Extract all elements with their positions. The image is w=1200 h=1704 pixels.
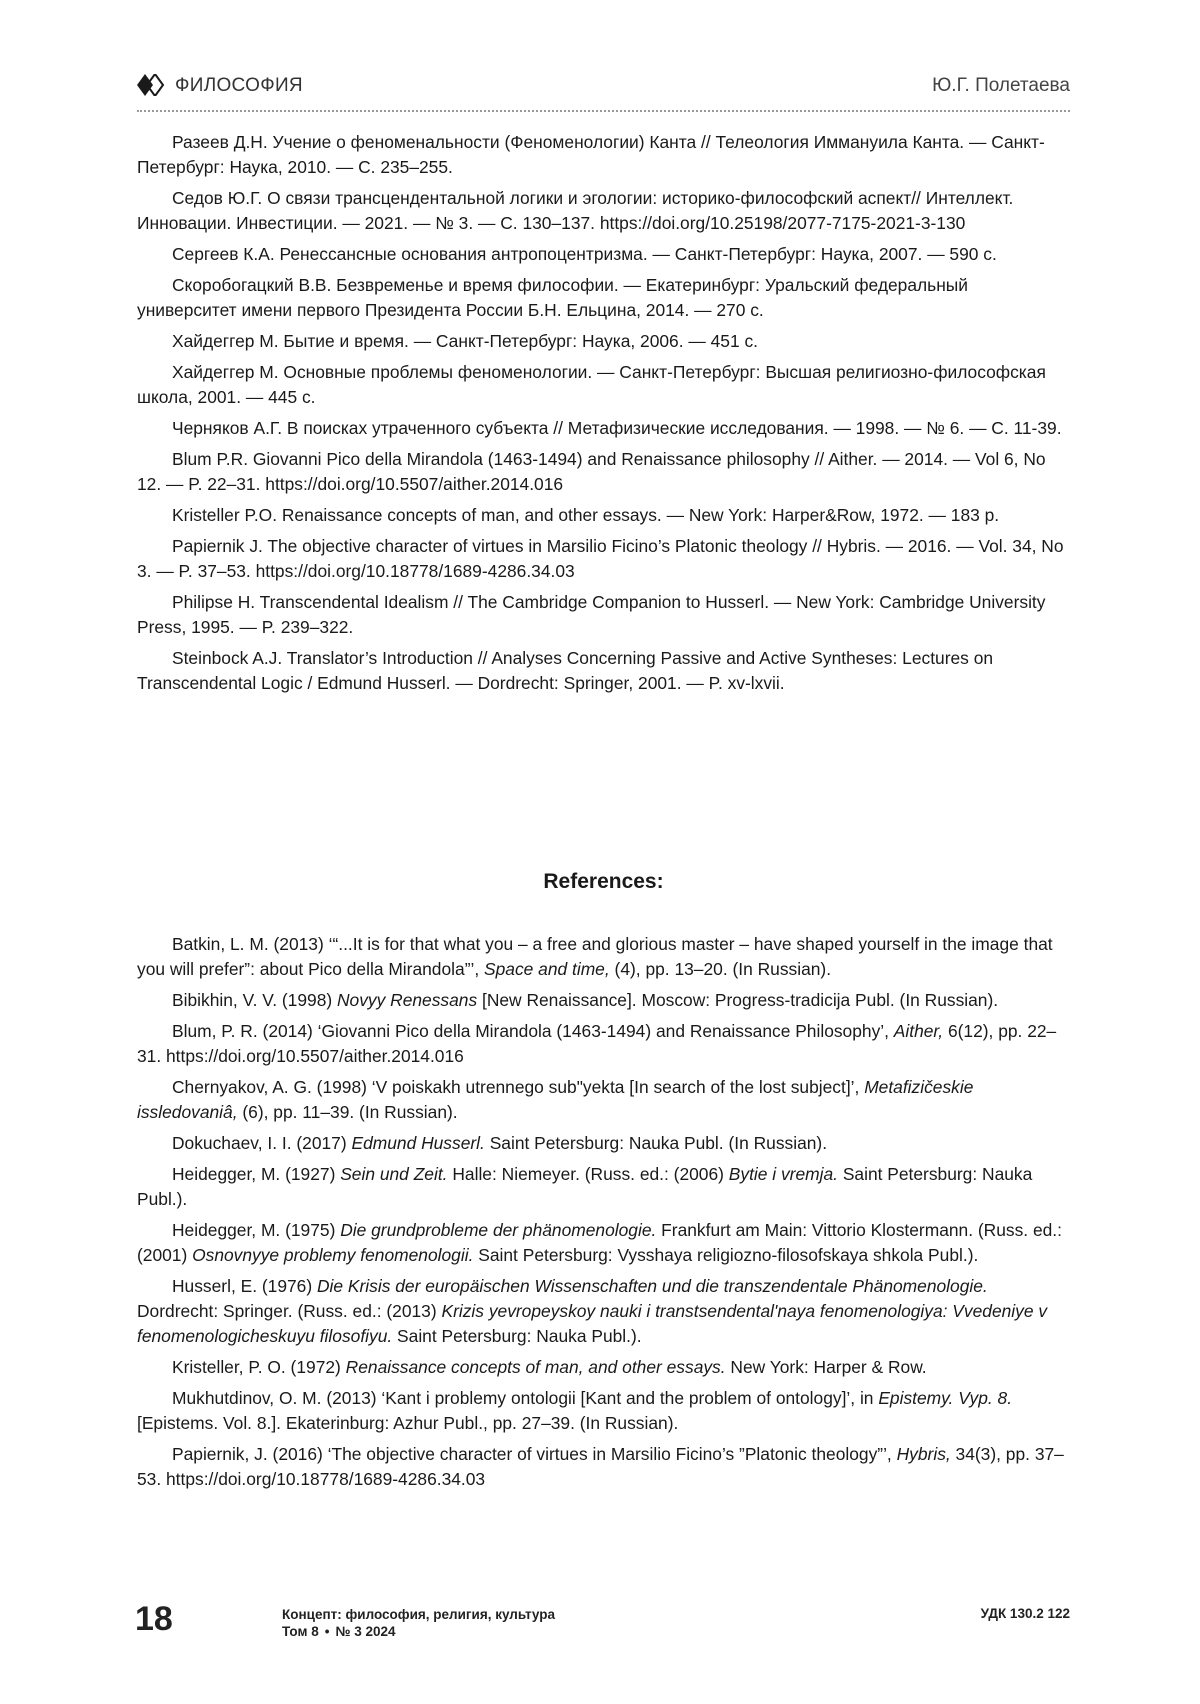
reference-text: (6), pp. 11–39. (In Russian). <box>237 1102 458 1122</box>
reference-text: Batkin, L. M. (2013) ‘“...It is for that what you – a free and glorious master – have shaped yourself in the image that you will prefer”: about Pico della Mirandola”’, <box>137 934 1053 979</box>
reference-text: Dordrecht: Springer. (Russ. ed.: (2013) <box>137 1301 442 1321</box>
reference-italic: Renaissance concepts of man, and other essays. <box>345 1357 726 1377</box>
reference-text: [Epistems. Vol. 8.]. Ekaterinburg: Azhur Publ., pp. 27–39. (In Russian). <box>137 1413 679 1433</box>
bibliography-item: Хайдеггер М. Основные проблемы феноменологии. — Санкт-Петербург: Высшая религиозно-философская школа, 2001. — 445 с. <box>137 362 1046 407</box>
bibliography-item: Разеев Д.Н. Учение о феноменальности (Феноменологии) Канта // Телеология Иммануила Канта. — Санкт-Петербург: Наука, 2010. — С. 235–255. <box>137 132 1045 177</box>
bibliography-list <box>137 130 1070 702</box>
reference-text: 6(12), pp. 22–31. https://doi.org/10.5507/aither.2014.016 <box>137 1021 1057 1066</box>
reference-italic: Aither, <box>893 1021 944 1041</box>
reference-text: Saint Petersburg: Vysshaya religiozno-filosofskaya shkola Publ.). <box>473 1245 979 1265</box>
reference-italic: Novyy Renessans <box>337 990 478 1010</box>
reference-text: Heidegger, M. (1975) <box>172 1220 341 1240</box>
reference-text: Blum, P. R. (2014) ‘Giovanni Pico della Mirandola (1463-1494) and Renaissance Philosophy’, <box>172 1021 894 1041</box>
bibliography-item: Черняков А.Г. В поисках утраченного субъекта // Метафизические исследования. — 1998. — № 6. — С. 11-39. <box>172 418 1062 438</box>
reference-italic: Die Krisis der europäischen Wissenschaften und die transzendentale Phänomenologie. <box>316 1276 988 1296</box>
reference-text: Dokuchaev, I. I. (2017) <box>172 1133 352 1153</box>
reference-item <box>137 1218 1070 1268</box>
reference-item <box>137 1075 1070 1125</box>
bibliography-item: Сергеев К.А. Ренессансные основания антропоцентризма. — Санкт-Петербург: Наука, 2007. — 590 с. <box>172 244 997 264</box>
bibliography-item: Papiernik J. The objective character of virtues in Marsilio Ficino’s Platonic theology // Hybris. — 2016. — Vol. 34, No 3. — P. 37–53. https://doi.org/10.18778/1689-4286.34.03 <box>137 536 1064 581</box>
reference-item <box>137 1386 1070 1436</box>
reference-italic: Hybris, <box>896 1444 951 1464</box>
reference-item <box>137 1162 1070 1212</box>
journal-issue: Том 8 • № 3 2024 <box>282 1624 396 1639</box>
bibliography-item: Blum P.R. Giovanni Pico della Mirandola (1463-1494) and Renaissance philosophy // Aither. — 2014. — Vol 6, No 12. — P. 22–31. https://doi.org/10.5507/aither.2014.016 <box>137 449 1046 494</box>
journal-title: Концепт: философия, религия, культура <box>282 1607 556 1622</box>
diamond-logo-icon <box>137 74 167 96</box>
reference-text: Frankfurt am Main: Vittorio Klostermann. (Russ. ed.: (2001) <box>137 1220 1062 1265</box>
reference-text: Bibikhin, V. V. (1998) <box>172 990 337 1010</box>
bibliography-item: Philipse H. Transcendental Idealism // The Cambridge Companion to Husserl. — New York: Cambridge University Press, 1995. — P. 239–322. <box>137 592 1046 637</box>
reference-italic: Die grundprobleme der phänomenologie. <box>340 1220 657 1240</box>
reference-italic: Krizis yevropeyskoy nauki i transtsendental'naya fenomenologiya: Vvedeniye v fenomenologicheskuyu filosofiyu. <box>137 1301 1048 1346</box>
journal-info <box>282 1606 555 1640</box>
section-title: ФИЛОСОФИЯ <box>175 75 303 96</box>
reference-italic: Edmund Husserl. <box>351 1133 485 1153</box>
reference-text: Saint Petersburg: Nauka Publ.). <box>392 1326 642 1346</box>
running-header <box>137 70 1070 114</box>
reference-text: New York: Harper & Row. <box>725 1357 927 1377</box>
reference-item <box>137 988 1070 1013</box>
udk-code: УДК 130.2 122 <box>980 1606 1070 1621</box>
references-heading: References: <box>543 870 664 893</box>
author-name: Ю.Г. Полетаева <box>932 75 1070 96</box>
reference-text: Kristeller, P. O. (1972) <box>172 1357 346 1377</box>
reference-italic: Space and time, <box>484 959 610 979</box>
reference-italic: Epistemy. Vyp. 8. <box>878 1388 1013 1408</box>
reference-italic: Metafizičeskie issledovaniâ, <box>137 1077 974 1122</box>
bibliography-item: Steinbock A.J. Translator’s Introduction // Analyses Concerning Passive and Active Syntheses: Lectures on Transcendental Logic / Edmund Husserl. — Dordrecht: Springer, 2001. — P. xv-lxvii. <box>137 648 994 693</box>
reference-text: Mukhutdinov, O. M. (2013) ‘Kant i problemy ontologii [Kant and the problem of ontology]’, in <box>172 1388 879 1408</box>
reference-text: Husserl, E. (1976) <box>172 1276 317 1296</box>
reference-item <box>137 1355 1070 1380</box>
page-number: 18 <box>135 1600 173 1638</box>
reference-item <box>137 1274 1070 1349</box>
bibliography-item: Хайдеггер М. Бытие и время. — Санкт-Петербург: Наука, 2006. — 451 с. <box>172 331 758 351</box>
reference-text: (4), pp. 13–20. (In Russian). <box>609 959 832 979</box>
reference-text: [New Renaissance]. Moscow: Progress-tradicija Publ. (In Russian). <box>477 990 999 1010</box>
reference-text: Papiernik, J. (2016) ‘The objective character of virtues in Marsilio Ficino’s ”Platonic theology”’, <box>172 1444 897 1464</box>
header-divider <box>137 110 1070 112</box>
bibliography-item: Скоробогацкий В.В. Безвременье и время философии. — Екатеринбург: Уральский федеральный университет имени первого Президента России Б.Н. Ельцина, 2014. — 270 с. <box>137 275 969 320</box>
reference-item <box>137 1019 1070 1069</box>
reference-text: 34(3), pp. 37–53. https://doi.org/10.18778/1689-4286.34.03 <box>137 1444 1064 1489</box>
reference-italic: Osnovnyye problemy fenomenologii. <box>192 1245 474 1265</box>
reference-text: Saint Petersburg: Nauka Publ.). <box>137 1164 1033 1209</box>
references-list <box>137 932 1070 1498</box>
journal-number: № 3 2024 <box>335 1624 396 1639</box>
reference-item <box>137 1442 1070 1492</box>
reference-item <box>137 932 1070 982</box>
reference-item <box>137 1131 1070 1156</box>
journal-volume: Том 8 <box>282 1624 319 1639</box>
reference-text: Chernyakov, A. G. (1998) ‘V poiskakh utrennego sub"yekta [In search of the lost subject]’, <box>172 1077 865 1097</box>
reference-text: Heidegger, M. (1927) <box>172 1164 341 1184</box>
reference-italic: Bytie i vremja. <box>728 1164 838 1184</box>
bibliography-item: Седов Ю.Г. О связи трансцендентальной логики и эгологии: историко-философский аспект// Интеллект. Инновации. Инвестиции. — 2021. — № 3. — С. 130–137. https://doi.org/10.25198/2077-7175-2021-3-130 <box>137 188 1014 233</box>
bibliography-item: Kristeller P.O. Renaissance concepts of man, and other essays. — New York: Harper&Row, 1972. — 183 p. <box>172 505 1000 525</box>
reference-italic: Sein und Zeit. <box>340 1164 448 1184</box>
reference-text: Halle: Niemeyer. (Russ. ed.: (2006) <box>447 1164 729 1184</box>
reference-text: Saint Petersburg: Nauka Publ. (In Russian). <box>484 1133 828 1153</box>
